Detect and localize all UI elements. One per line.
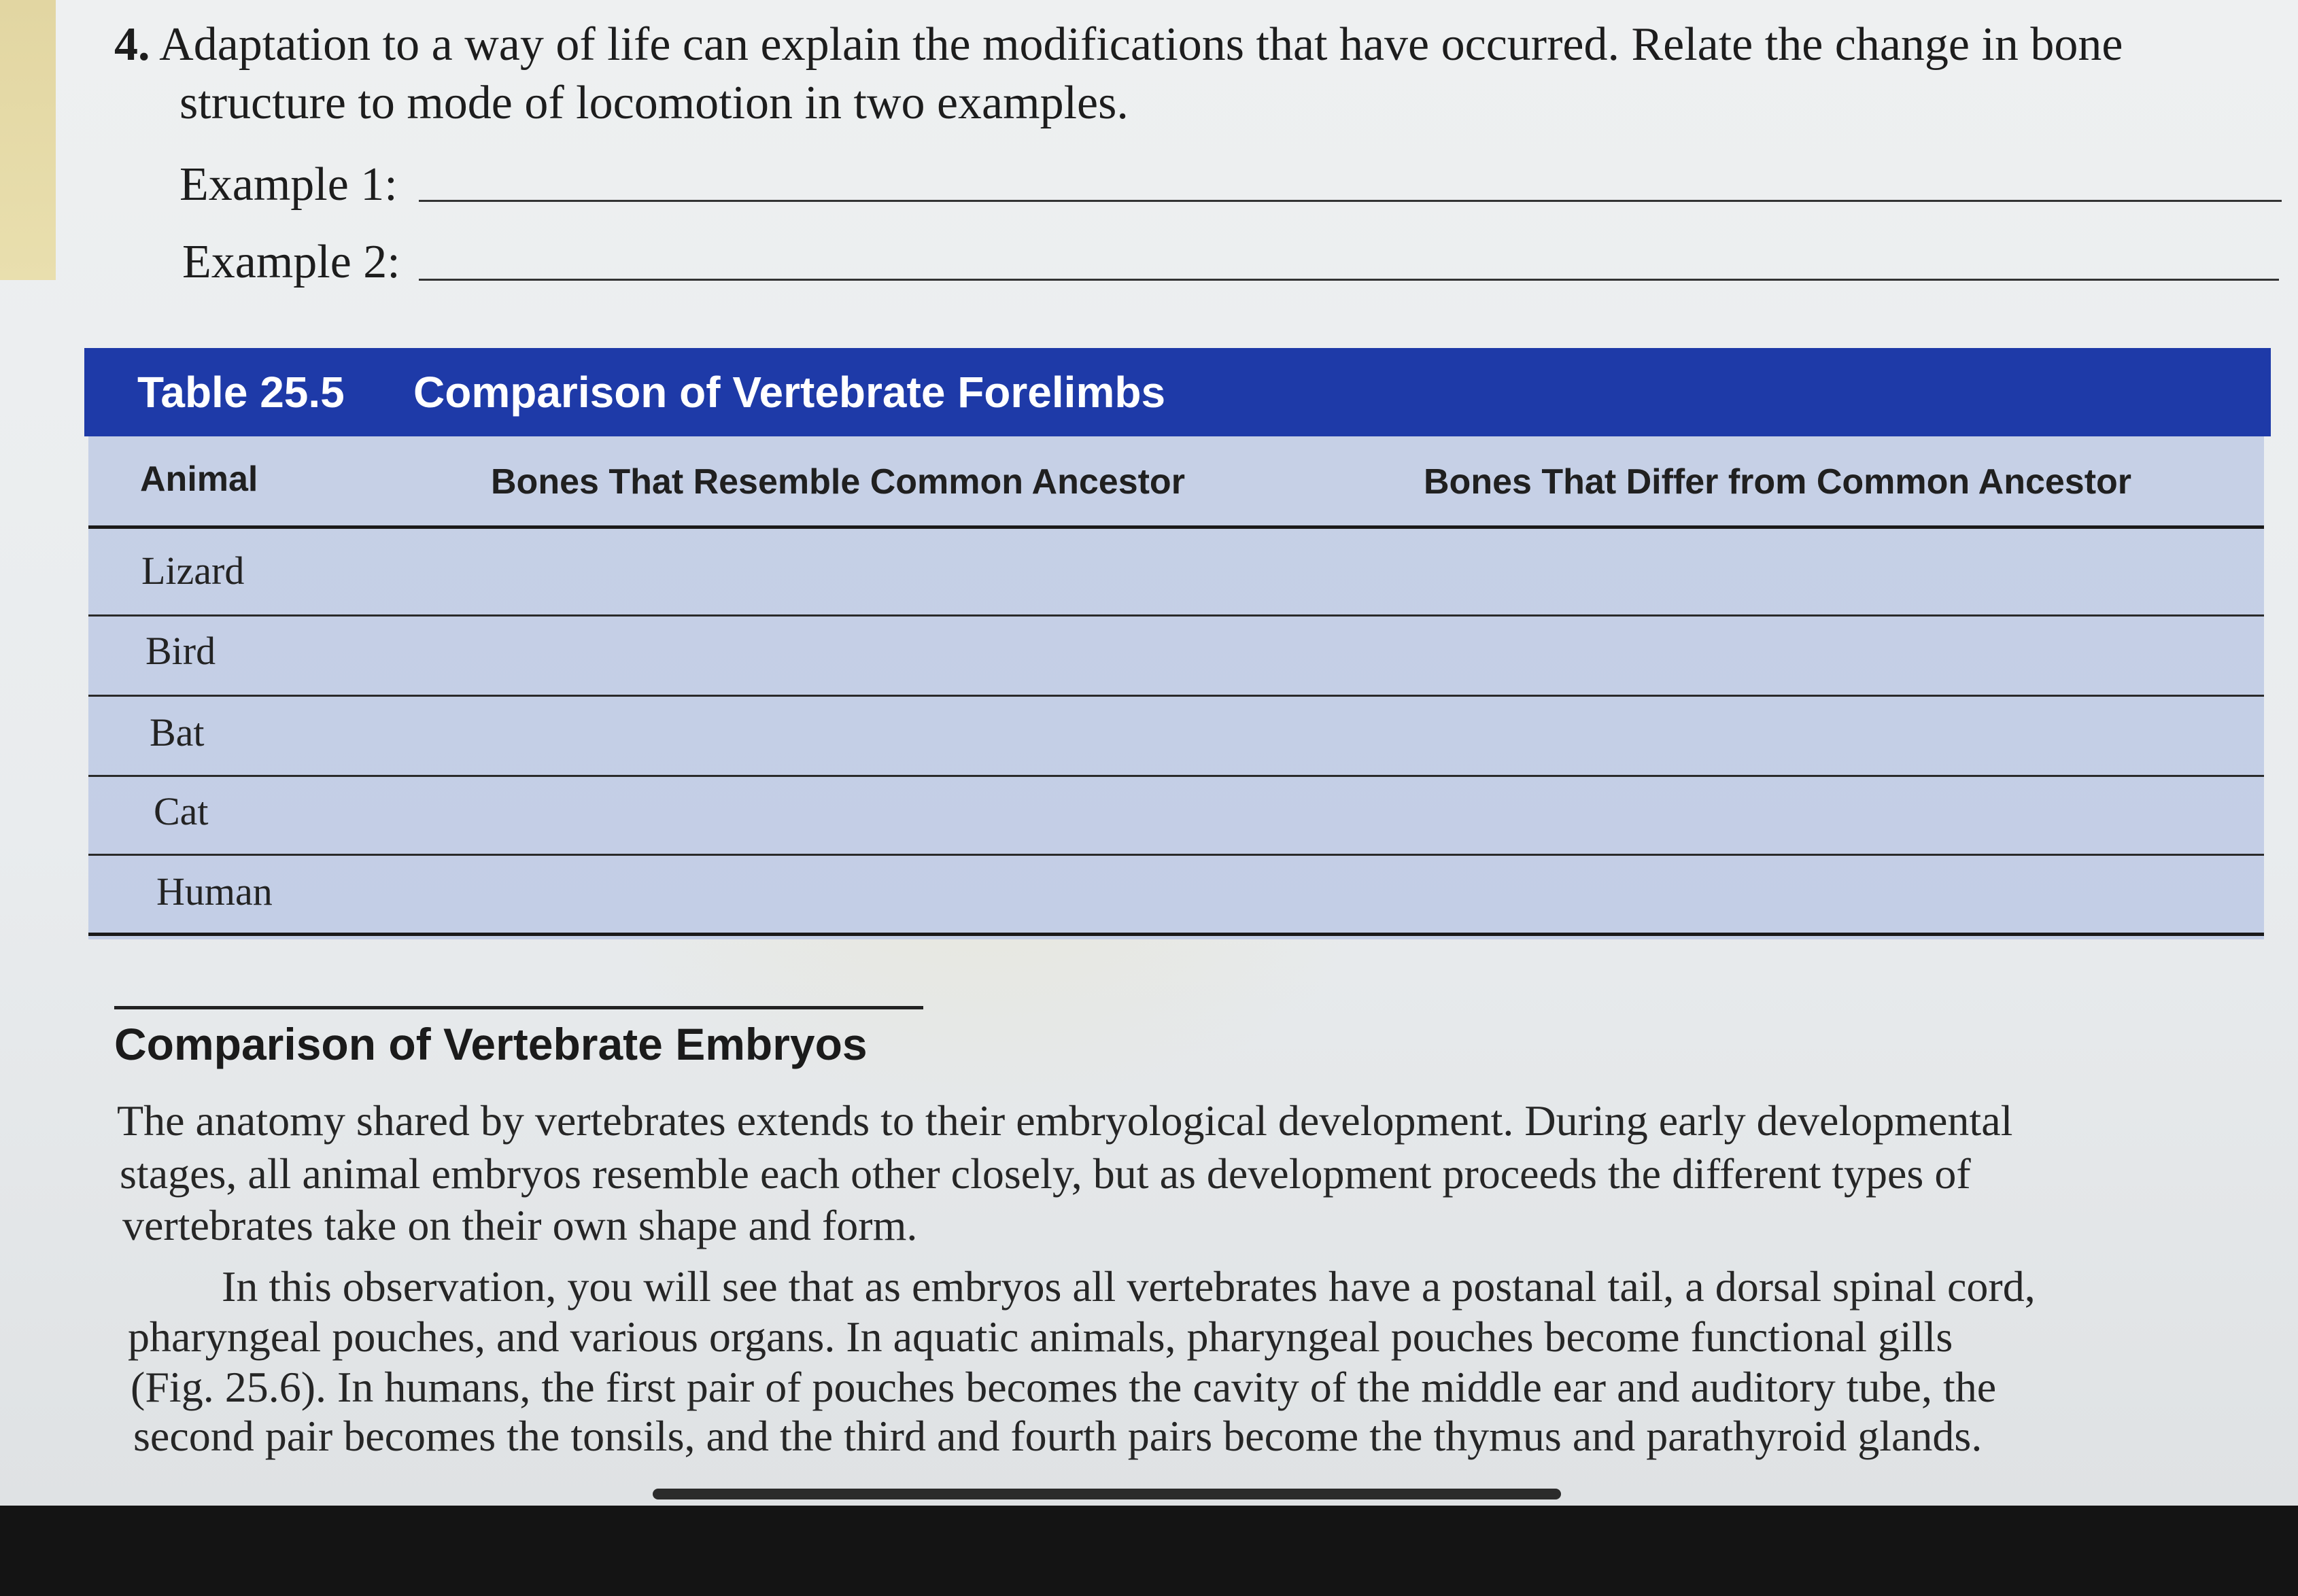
paragraph-2-line-4: second pair becomes the tonsils, and the third and fourth pairs become the thymus and parathyroid glands. — [133, 1412, 1983, 1460]
question-line-1 — [114, 18, 2123, 72]
home-indicator-bar[interactable] — [653, 1489, 1561, 1499]
column-header-resemble: Bones That Resemble Common Ancestor — [491, 462, 1185, 502]
row-cat: Cat — [154, 789, 209, 833]
question-text-1: Adaptation to a way of life can explain the modifications that have occurred. Relate the change in bone — [159, 18, 2123, 71]
row-bat: Bat — [150, 710, 205, 754]
table-title-bar — [84, 348, 2271, 436]
question-number: 4. — [114, 18, 150, 71]
row-divider — [88, 614, 2264, 617]
table-number: Table 25.5 — [137, 368, 345, 417]
example-1-answer-line[interactable] — [419, 200, 2282, 202]
table-title: Comparison of Vertebrate Forelimbs — [413, 368, 1166, 417]
paragraph-2-line-2: pharyngeal pouches, and various organs. In aquatic animals, pharyngeal pouches become functional gills — [128, 1313, 1953, 1361]
row-human: Human — [156, 869, 273, 914]
row-lizard: Lizard — [141, 549, 245, 593]
table-bottom-rule — [88, 933, 2264, 936]
section-title: Comparison of Vertebrate Embryos — [114, 1019, 868, 1069]
forelimb-table — [88, 436, 2264, 939]
row-divider — [88, 695, 2264, 697]
screen-bezel — [0, 1506, 2298, 1596]
paragraph-1-line-3: vertebrates take on their own shape and form. — [122, 1201, 918, 1249]
row-bird: Bird — [145, 629, 216, 673]
column-header-animal: Animal — [140, 459, 258, 499]
header-divider — [88, 525, 2264, 529]
paragraph-1-line-2: stages, all animal embryos resemble each other closely, but as development proceeds the different types of — [120, 1149, 1971, 1198]
paragraph-1-line-1: The anatomy shared by vertebrates extends to their embryological development. During early developmental — [117, 1096, 2013, 1145]
question-line-2: structure to mode of locomotion in two examples. — [179, 77, 1129, 129]
column-header-differ: Bones That Differ from Common Ancestor — [1424, 462, 2132, 502]
paragraph-2-line-3: (Fig. 25.6). In humans, the first pair of pouches becomes the cavity of the middle ear and auditory tube, the — [131, 1363, 1997, 1411]
row-divider — [88, 775, 2264, 777]
highlight-strip — [0, 0, 56, 280]
section-rule — [114, 1006, 923, 1009]
example-1-label: Example 1: — [179, 158, 398, 211]
paragraph-2-line-1: In this observation, you will see that as embryos all vertebrates have a postanal tail, a dorsal spinal cord, — [222, 1262, 2036, 1311]
row-divider — [88, 854, 2264, 856]
example-2-label: Example 2: — [182, 236, 400, 288]
example-2-answer-line[interactable] — [419, 279, 2279, 281]
